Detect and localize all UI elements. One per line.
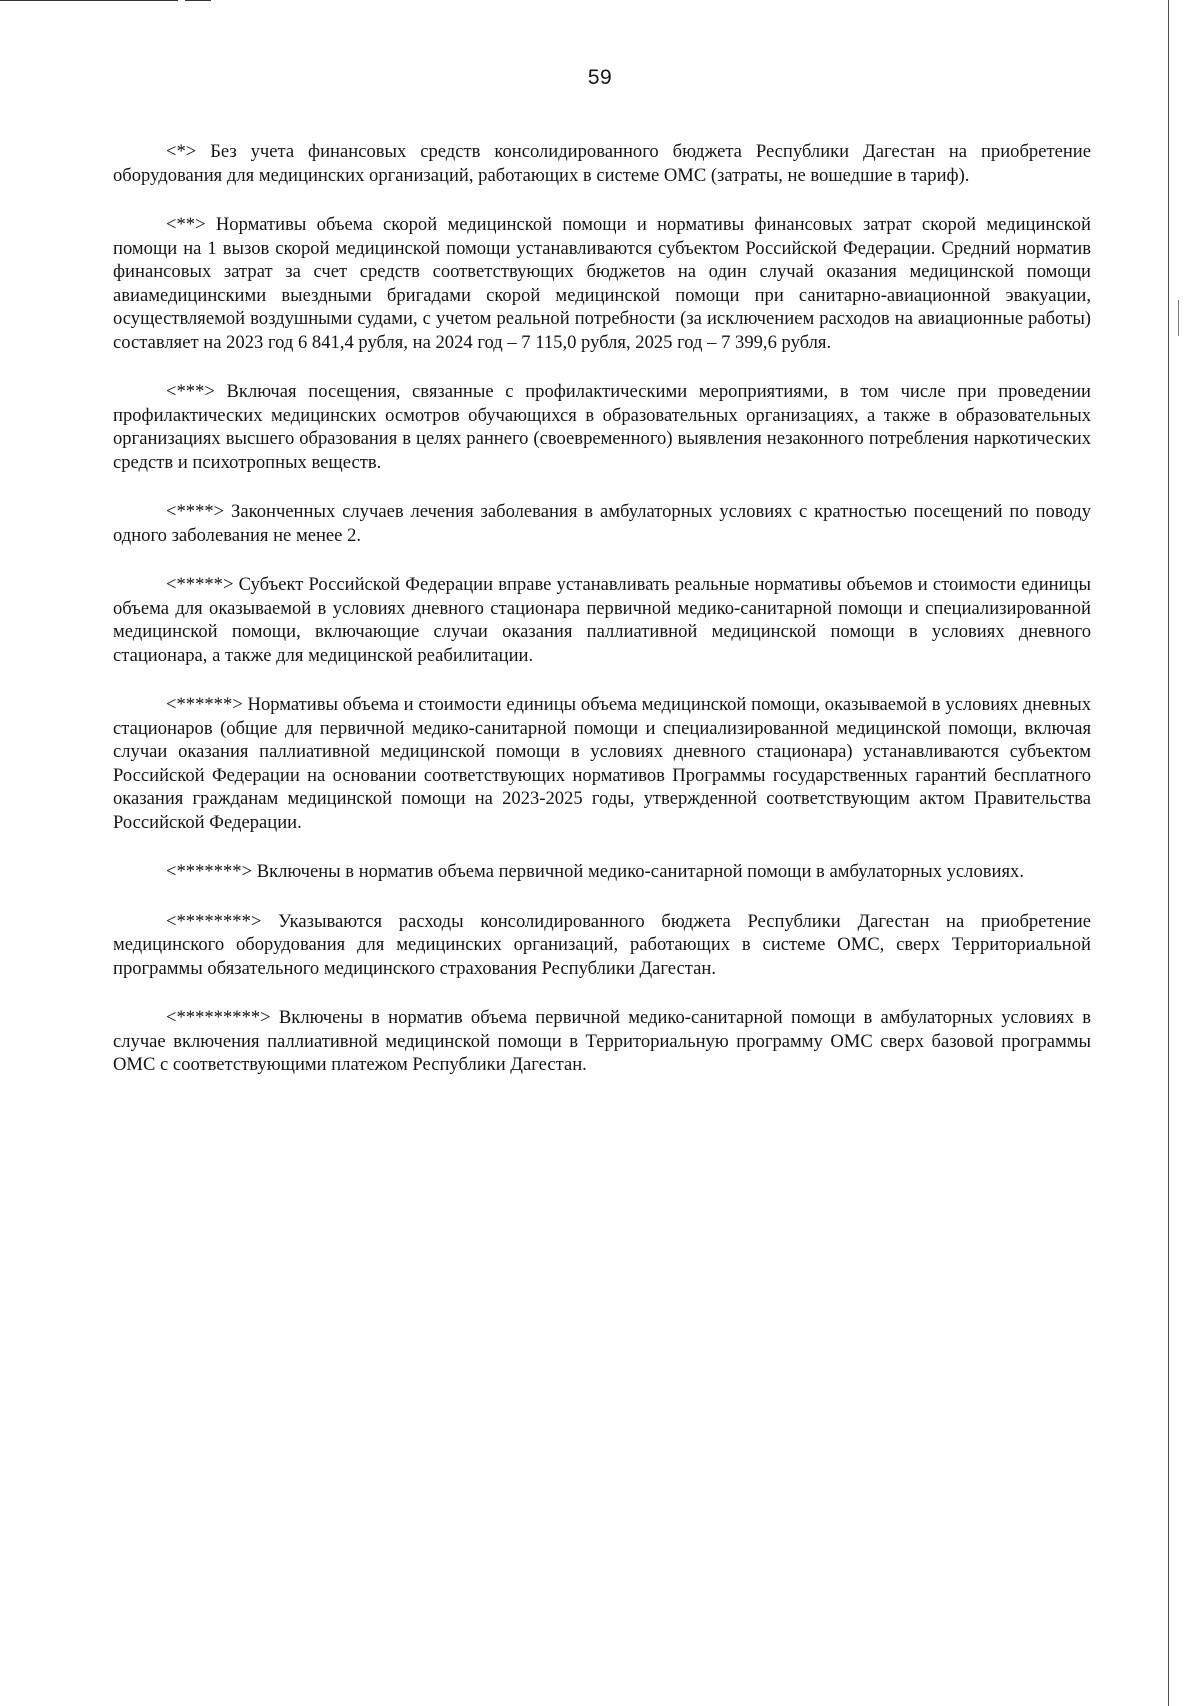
footnotes [113,140,1091,1103]
footnote: <**> Нормативы объема скорой медицинской помощи и нормативы финансовых затрат скорой медицинской помощи на 1 вызов скорой медицинской помощи устанавливаются субъектом Российской Федерации. Средний норматив финансовых затрат за счет средств соответствующих бюджетов на один случай оказания медицинской помощи авиамедицинскими выездными бригадами скорой медицинской помощи при санитарно-авиационной эвакуации, осуществляемой воздушными судами, с учетом реальной потребности (за исключением расходов на авиационные работы) составляет на 2023 год 6 841,4 рубля, на 2024 год – 7 115,0 рубля, 2025 год – 7 399,6 рубля. [113,214,1091,353]
footnote: <***> Включая посещения, связанные с профилактическими мероприятиями, в том числе при проведении профилактических медицинских осмотров обучающихся в образовательных организациях, а также в образовательных организациях высшего образования в целях раннего (своевременного) выявления незаконного потребления наркотических средств и психотропных веществ. [113,381,1091,473]
scan-artifact-line [0,0,178,1]
footnote: <*****> Субъект Российской Федерации вправе устанавливать реальные нормативы объемов и стоимости единицы объема для оказываемой в условиях дневного стационара первичной медико-санитарной помощи и специализированной медицинской помощи, включающие случаи оказания паллиативной медицинской помощи в условиях дневного стационара, а также для медицинской реабилитации. [113,574,1091,666]
footnote: <*********> Включены в норматив объема первичной медико-санитарной помощи в амбулаторных условиях в случае включения паллиативной медицинской помощи в Территориальную программу ОМС сверх базовой программы ОМС с соответствующими платежом Республики Дагестан. [113,1007,1091,1075]
footnote: <*******> Включены в норматив объема первичной медико-санитарной помощи в амбулаторных условиях. [166,861,1024,882]
scan-page-edge-mark [1178,300,1179,336]
footnote: <****> Законченных случаев лечения заболевания в амбулаторных условиях с кратностью посещений по поводу одного заболевания не менее 2. [113,501,1091,546]
footnote: <*> Без учета финансовых средств консолидированного бюджета Республики Дагестан на приобретение оборудования для медицинских организаций, работающих в системе ОМС (затраты, не вошедшие в тариф). [113,141,1091,186]
footnote: <******> Нормативы объема и стоимости единицы объема медицинской помощи, оказываемой в условиях дневных стационаров (общие для первичной медико-санитарной помощи и специализированной медицинской помощи, включая случаи оказания паллиативной медицинской помощи в условиях дневного стационара) устанавливаются субъектом Российской Федерации на основании соответствующих нормативов Программы государственных гарантий бесплатного оказания гражданам медицинской помощи на 2023-2025 годы, утвержденной соответствующим актом Правительства Российской Федерации. [113,694,1091,833]
footnote: <********> Указываются расходы консолидированного бюджета Республики Дагестан на приобретение медицинского оборудования для медицинских организаций, работающих в системе ОМС, сверх Территориальной программы обязательного медицинского страхования Республики Дагестан. [113,910,1091,979]
scan-artifact-line [185,0,211,1]
scan-page-edge [1168,0,1169,1706]
page-number: 59 [587,66,613,89]
